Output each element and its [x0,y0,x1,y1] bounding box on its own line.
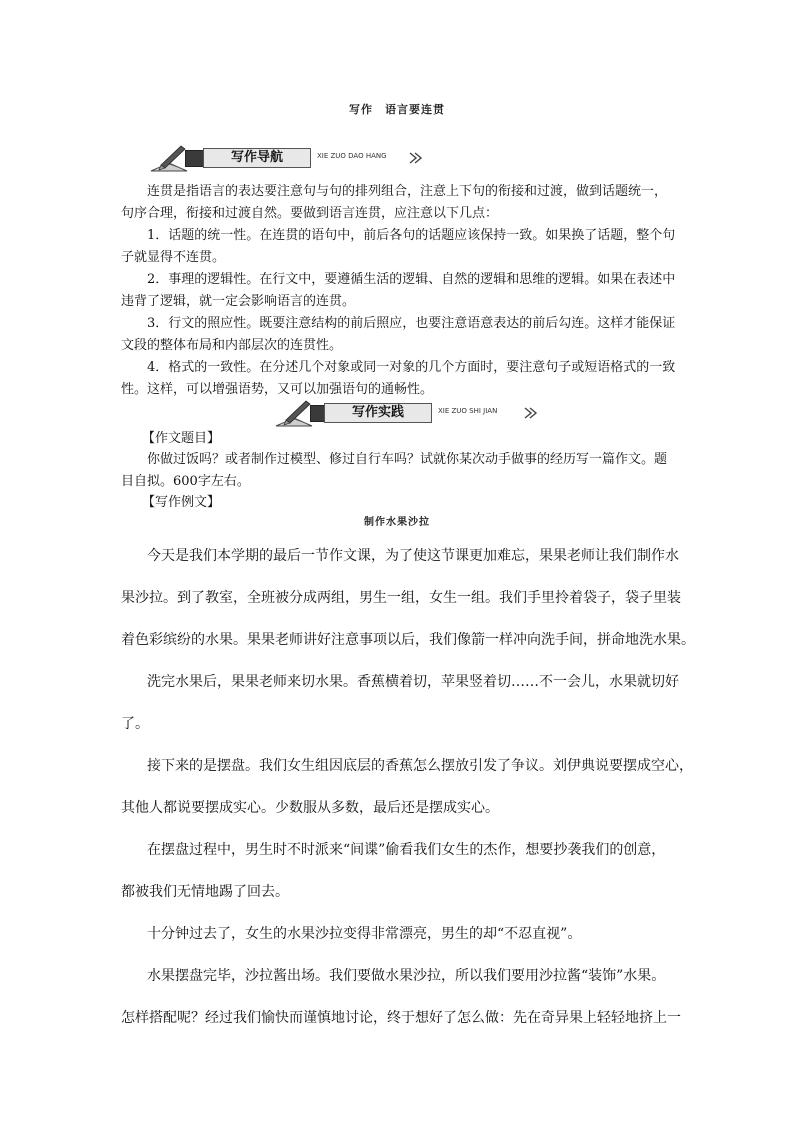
essay-line: 今天是我们本学期的最后一节作文课，为了使这节课更加难忘，果果老师让我们制作水 [147,548,679,564]
guide-point-1: 1．话题的统一性。在连贯的语句中，前后各句的话题应该保持一致。如果换了话题，整个句子就显得不连贯。 [121,228,676,265]
essay-line: 着色彩缤纷的水果。果果老师讲好注意事项以后，我们像箭一样冲向洗手间，拼命地洗水果。 [121,632,695,648]
guide-point-2: 2．事理的逻辑性。在行文中，要遵循生活的逻辑、自然的逻辑和思维的逻辑。如果在表述中违背了逻辑，就一定会影响语言的连贯。 [121,272,676,309]
essay-line: 都被我们无情地踢了回去。 [121,884,289,900]
guide-point-3: 3．行文的照应性。既要注意结构的前后照应，也要注意语意表达的前后勾连。这样才能保证文段的整体布局和内部层次的连贯性。 [121,316,676,353]
double-chevron-icon [524,406,538,420]
essay-line: 其他人都说要摆成实心。少数服从多数，最后还是摆成实心。 [121,800,499,816]
essay-line: 十分钟过去了，女生的水果沙拉变得非常漂亮，男生的却“不忍直视”。 [147,926,582,942]
section-banner-practice [272,398,542,428]
guide-paragraph-intro: 连贯是指语言的表达要注意句与句的排列组合，注意上下句的衔接和过渡，做到话题统一，句序合理，衔接和过渡自然。要做到语言连贯，应注意以下几点： [121,184,668,221]
banner-label: 写作实践 [324,403,432,423]
essay-line: 在摆盘过程中，男生时不时派来“间谍”偷看我们女生的杰作，想要抄袭我们的创意， [147,842,666,858]
banner-label: 写作导航 [203,148,311,168]
topic-heading: 【作文题目】 [142,431,221,446]
essay-line: 水果摆盘完毕，沙拉酱出场。我们要做水果沙拉，所以我们要用沙拉酱“装饰”水果。 [147,968,666,984]
double-chevron-icon [409,151,423,165]
essay-line: 果沙拉。到了教室，全班被分成两组，男生一组，女生一组。我们手里拎着袋子，袋子里装 [121,590,681,606]
banner-pinyin: XIE ZUO SHI JIAN [438,407,498,415]
essay-line: 洗完水果后，果果老师来切水果。香蕉横着切，苹果竖着切……不一会儿，水果就切好 [147,674,679,690]
essay-line: 了。 [121,716,149,732]
section-banner-guide [147,143,427,173]
example-heading: 【写作例文】 [142,495,221,510]
page-title: 写作 语言要连贯 [349,103,445,116]
essay-line: 接下来的是摆盘。我们女生组因底层的香蕉怎么摆放引发了争议。刘伊典说要摆成空心， [147,758,693,774]
guide-point-4: 4．格式的一致性。在分述几个对象或同一对象的几个方面时，要注意句子或短语格式的一致性。这样，可以增强语势，又可以加强语句的通畅性。 [121,360,676,397]
essay-title: 制作水果沙拉 [364,517,430,528]
essay-line: 怎样搭配呢？经过我们愉快而谨慎地讨论，终于想好了怎么做：先在奇异果上轻轻地挤上一 [121,1010,681,1026]
topic-text: 你做过饭吗？或者制作过模型、修过自行车吗？试就你某次动手做事的经历写一篇作文。题目自拟。600字左右。 [121,452,668,489]
banner-pinyin: XIE ZUO DAO HANG [317,152,387,160]
